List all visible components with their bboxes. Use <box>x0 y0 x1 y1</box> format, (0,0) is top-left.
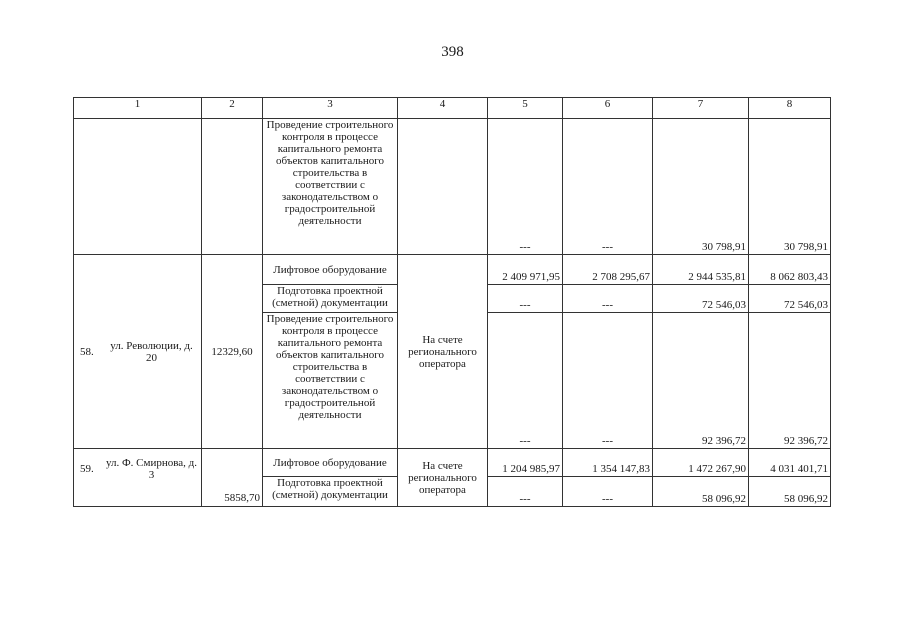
cost-cell: 2 944 535,81 <box>653 255 749 285</box>
work-type-cell: Лифтовое оборудование <box>263 449 398 477</box>
cost-cell: 30 798,91 <box>653 119 749 255</box>
financing-cell <box>398 119 488 255</box>
table-row <box>74 449 831 477</box>
column-number: 2 <box>202 98 263 119</box>
page-number: 398 <box>441 44 464 60</box>
address-text: ул. Ф. Смирнова, д. 3 <box>105 457 198 481</box>
cost-cell: 1 354 147,83 <box>563 449 653 477</box>
total-cell: 58 096,92 <box>749 477 831 507</box>
column-number: 3 <box>263 98 398 119</box>
cost-cell: --- <box>563 313 653 449</box>
cost-cell: 92 396,72 <box>653 313 749 449</box>
table-row <box>74 255 831 285</box>
area-cell: 5858,70 <box>202 449 263 507</box>
table-row <box>74 119 831 255</box>
cost-cell: --- <box>488 313 563 449</box>
column-number: 6 <box>563 98 653 119</box>
work-type-cell: Проведение строительного контроля в процессе капитального ремонта объектов капитального строительства в соответствии с законодательством о градостроительной деятельности <box>263 119 398 255</box>
cost-cell: 72 546,03 <box>653 285 749 313</box>
row-number: 58. <box>80 345 94 358</box>
cost-cell: 1 204 985,97 <box>488 449 563 477</box>
total-cell: 4 031 401,71 <box>749 449 831 477</box>
cost-cell: --- <box>488 477 563 507</box>
financing-cell: На счете регионального оператора <box>398 449 488 507</box>
cost-cell: 2 708 295,67 <box>563 255 653 285</box>
column-number: 8 <box>749 98 831 119</box>
address-cell <box>74 119 202 255</box>
row-number: 59. <box>80 463 94 475</box>
cost-cell: 2 409 971,95 <box>488 255 563 285</box>
work-type-cell: Подготовка проектной (сметной) документации <box>263 477 398 507</box>
cost-cell: 1 472 267,90 <box>653 449 749 477</box>
column-number-row <box>74 98 831 119</box>
cost-cell: 58 096,92 <box>653 477 749 507</box>
address-cell <box>74 449 202 507</box>
cost-cell: --- <box>488 285 563 313</box>
total-cell: 72 546,03 <box>749 285 831 313</box>
column-number: 7 <box>653 98 749 119</box>
cost-cell: --- <box>563 119 653 255</box>
repair-plan-table <box>73 97 831 507</box>
address-cell <box>74 255 202 449</box>
work-type-cell: Проведение строительного контроля в процессе капитального ремонта объектов капитального строительства в соответствии с законодательством о градостроительной деятельности <box>263 313 398 449</box>
work-type-cell: Подготовка проектной (сметной) документации <box>263 285 398 313</box>
cost-cell: --- <box>563 477 653 507</box>
work-type-cell: Лифтовое оборудование <box>263 255 398 285</box>
total-cell: 92 396,72 <box>749 313 831 449</box>
total-cell: 30 798,91 <box>749 119 831 255</box>
column-number: 1 <box>74 98 202 119</box>
area-cell <box>202 119 263 255</box>
address-text: ул. Революции, д. 20 <box>110 339 193 364</box>
financing-cell: На счете регионального оператора <box>398 255 488 449</box>
column-number: 5 <box>488 98 563 119</box>
cost-cell: --- <box>563 285 653 313</box>
area-cell: 12329,60 <box>202 255 263 449</box>
total-cell: 8 062 803,43 <box>749 255 831 285</box>
column-number: 4 <box>398 98 488 119</box>
cost-cell: --- <box>488 119 563 255</box>
